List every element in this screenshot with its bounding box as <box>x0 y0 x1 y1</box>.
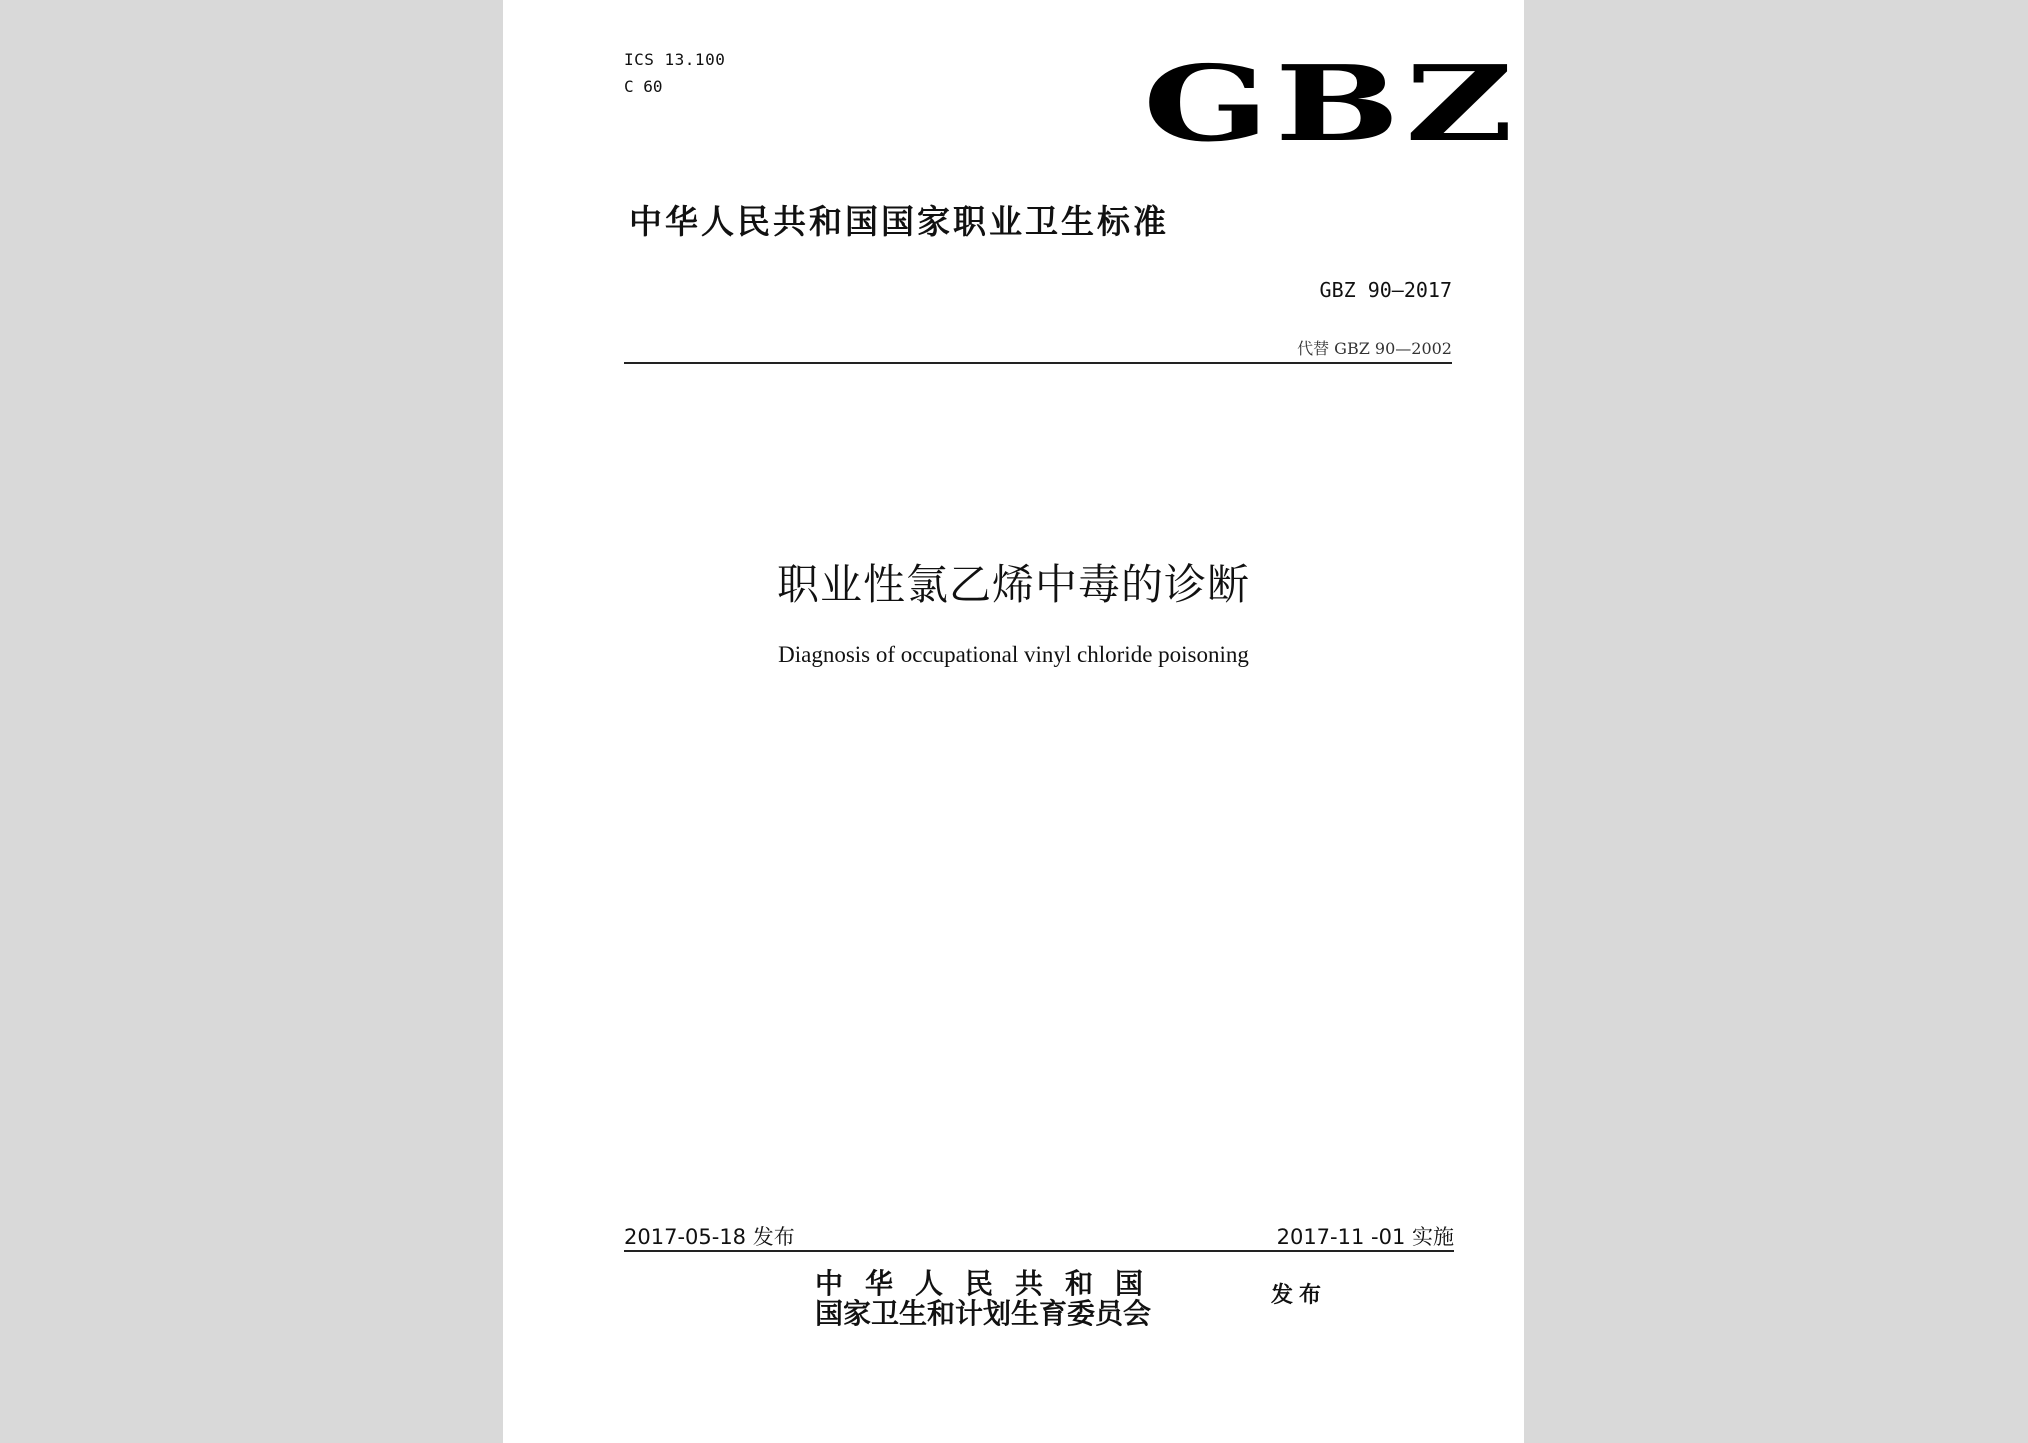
standard-number: GBZ 90—2017 <box>1319 278 1452 302</box>
document-page <box>503 0 1524 1443</box>
ics-code: ICS 13.100 <box>624 50 726 69</box>
publish-label: 发布 <box>1271 1282 1328 1308</box>
standard-type-heading: 中华人民共和国国家职业卫生标准 <box>629 202 1169 241</box>
document-title-english: Diagnosis of occupational vinyl chloride poisoning <box>778 642 1249 667</box>
replaces-note: 代替 GBZ 90—2002 <box>1297 339 1452 358</box>
implementation-date: 2017-11 -01 实施 <box>1276 1225 1454 1249</box>
footer-divider <box>624 1250 1454 1252</box>
document-title-chinese: 职业性氯乙烯中毒的诊断 <box>776 560 1250 609</box>
issuer-commission: 国家卫生和计划生育委员会 <box>815 1297 1152 1330</box>
gbz-logo: GBZ <box>1143 42 1519 165</box>
header-divider <box>624 362 1452 364</box>
issuer-country: 中华人民共和国 <box>815 1267 1166 1300</box>
issue-date: 2017-05-18 发布 <box>624 1225 795 1249</box>
ccs-code: C 60 <box>624 77 663 96</box>
